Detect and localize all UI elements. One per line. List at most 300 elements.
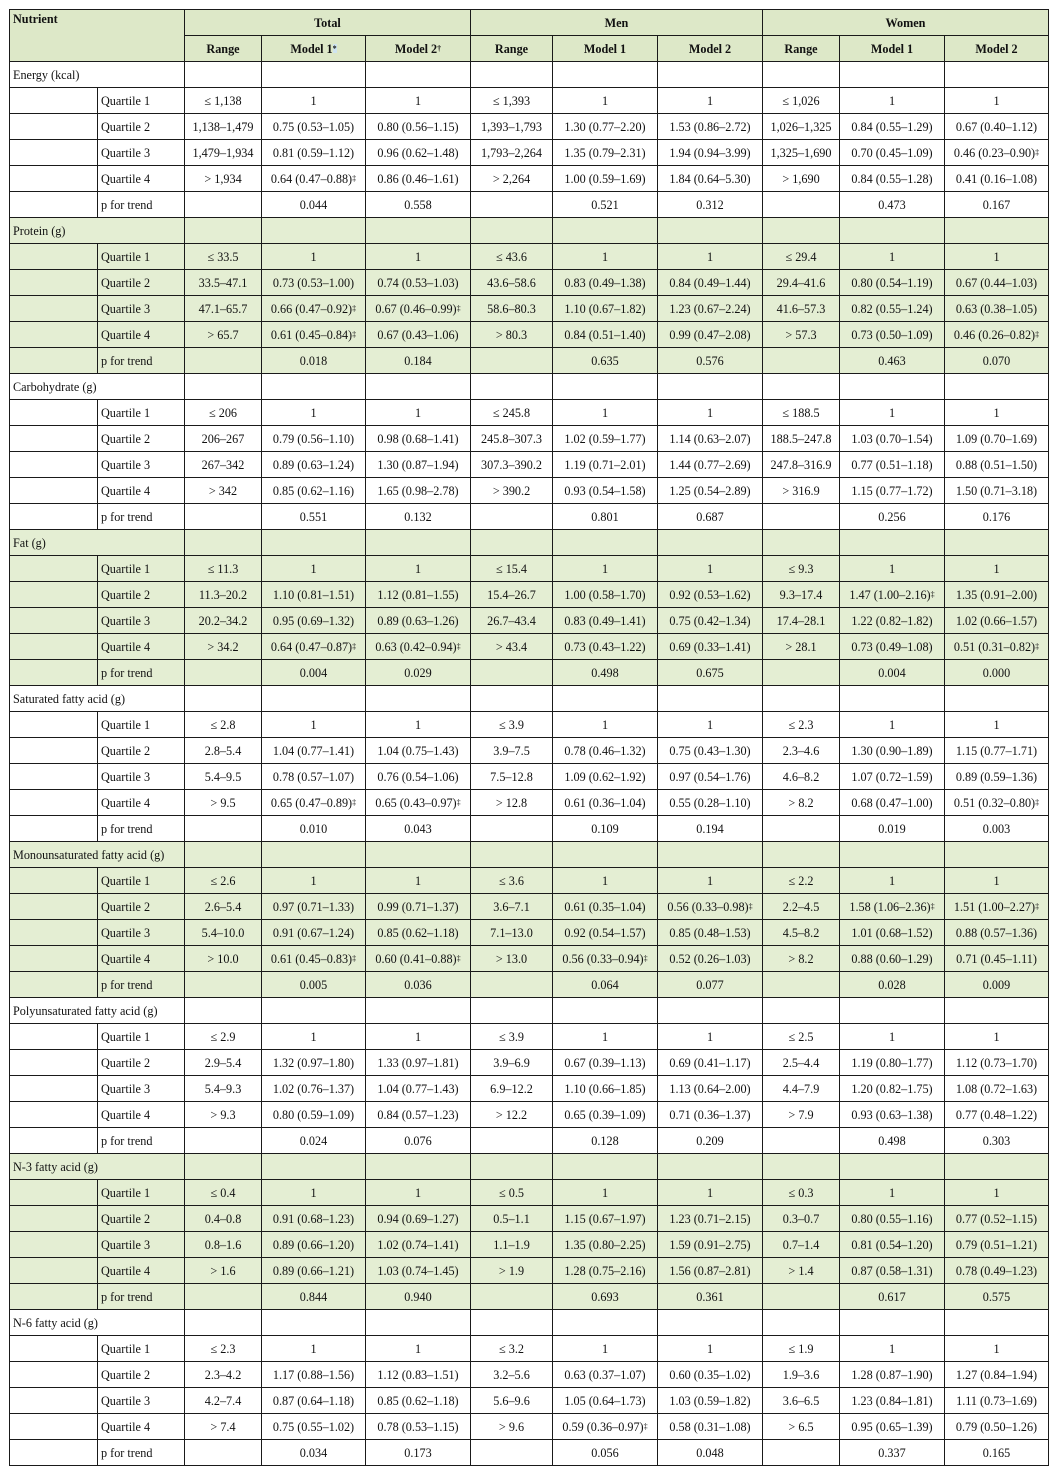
indent-cell — [10, 790, 98, 816]
data-cell: 1 — [553, 1180, 658, 1206]
data-cell: 1.25 (0.54–2.89) — [658, 478, 763, 504]
table-row — [10, 296, 1049, 322]
table-row — [10, 946, 1049, 972]
empty-cell — [945, 842, 1049, 868]
data-cell: 1.15 (0.77–1.71) — [945, 738, 1049, 764]
indent-cell — [10, 244, 98, 270]
data-cell: 1 — [840, 556, 945, 582]
data-cell: 0.95 (0.69–1.32) — [262, 608, 366, 634]
data-cell: 1 — [553, 1336, 658, 1362]
indent-cell — [10, 452, 98, 478]
data-cell: 0.41 (0.16–1.08) — [945, 166, 1049, 192]
significance-mark: ‡ — [456, 797, 461, 807]
data-cell: 1.1–1.9 — [471, 1232, 553, 1258]
data-cell: 1 — [553, 1024, 658, 1050]
data-cell: 6.9–12.2 — [471, 1076, 553, 1102]
row-label: Quartile 1 — [98, 1024, 185, 1050]
empty-cell — [366, 530, 471, 556]
empty-cell — [553, 530, 658, 556]
data-cell: 0.51 (0.31–0.82)‡ — [945, 634, 1049, 660]
data-cell: 0.004 — [840, 660, 945, 686]
section-name: Energy (kcal) — [10, 62, 185, 88]
data-cell: > 8.2 — [763, 790, 840, 816]
nutrient-table-container — [9, 9, 1049, 1466]
data-cell: 0.80 (0.55–1.16) — [840, 1206, 945, 1232]
data-cell: 1.11 (0.73–1.69) — [945, 1388, 1049, 1414]
section-header-row — [10, 530, 1049, 556]
data-cell: 1 — [366, 244, 471, 270]
data-cell: 0.67 (0.39–1.13) — [553, 1050, 658, 1076]
indent-cell — [10, 1206, 98, 1232]
section-name: N-6 fatty acid (g) — [10, 1310, 185, 1336]
data-cell: 0.7–1.4 — [763, 1232, 840, 1258]
table-row — [10, 270, 1049, 296]
data-cell: 1.65 (0.98–2.78) — [366, 478, 471, 504]
significance-mark: ‡ — [643, 1421, 648, 1431]
data-cell — [471, 816, 553, 842]
table-row — [10, 712, 1049, 738]
data-cell — [471, 1284, 553, 1310]
table-row — [10, 88, 1049, 114]
data-cell: 0.675 — [658, 660, 763, 686]
empty-cell — [262, 1310, 366, 1336]
empty-cell — [553, 686, 658, 712]
table-row — [10, 1050, 1049, 1076]
empty-cell — [366, 62, 471, 88]
table-row — [10, 1232, 1049, 1258]
table-row — [10, 244, 1049, 270]
data-cell: 1.10 (0.81–1.51) — [262, 582, 366, 608]
indent-cell — [10, 1180, 98, 1206]
data-cell: 0.74 (0.53–1.03) — [366, 270, 471, 296]
data-cell: 0.498 — [553, 660, 658, 686]
empty-cell — [763, 530, 840, 556]
data-cell: 0.73 (0.43–1.22) — [553, 634, 658, 660]
empty-cell — [471, 1154, 553, 1180]
data-cell — [185, 660, 262, 686]
data-cell: 1.22 (0.82–1.82) — [840, 608, 945, 634]
data-cell: 0.004 — [262, 660, 366, 686]
data-cell — [185, 348, 262, 374]
data-cell: 0.184 — [366, 348, 471, 374]
empty-cell — [185, 998, 262, 1024]
empty-cell — [262, 62, 366, 88]
data-cell: 0.67 (0.43–1.06) — [366, 322, 471, 348]
data-cell: ≤ 245.8 — [471, 400, 553, 426]
data-cell — [185, 1128, 262, 1154]
data-cell: 4.2–7.4 — [185, 1388, 262, 1414]
data-cell — [185, 1440, 262, 1466]
data-cell: 1.00 (0.59–1.69) — [553, 166, 658, 192]
row-label: Quartile 1 — [98, 556, 185, 582]
data-cell: 1 — [262, 556, 366, 582]
data-cell: 2.8–5.4 — [185, 738, 262, 764]
significance-mark: ‡ — [1035, 329, 1040, 339]
data-cell: 1 — [262, 868, 366, 894]
data-cell: 0.52 (0.26–1.03) — [658, 946, 763, 972]
table-row — [10, 1076, 1049, 1102]
data-cell: 1.09 (0.70–1.69) — [945, 426, 1049, 452]
indent-cell — [10, 894, 98, 920]
empty-cell — [366, 218, 471, 244]
table-row — [10, 114, 1049, 140]
data-cell: 1.28 (0.87–1.90) — [840, 1362, 945, 1388]
data-cell: 0.005 — [262, 972, 366, 998]
indent-cell — [10, 738, 98, 764]
row-label: p for trend — [98, 1440, 185, 1466]
data-cell: 1.19 (0.71–2.01) — [553, 452, 658, 478]
data-cell: 1.02 (0.76–1.37) — [262, 1076, 366, 1102]
indent-cell — [10, 348, 98, 374]
data-cell: 1 — [262, 1024, 366, 1050]
data-cell: 0.056 — [553, 1440, 658, 1466]
data-cell: 0.75 (0.42–1.34) — [658, 608, 763, 634]
data-cell: 0.521 — [553, 192, 658, 218]
section-header-row — [10, 686, 1049, 712]
table-row — [10, 1024, 1049, 1050]
empty-cell — [471, 218, 553, 244]
section-header-row — [10, 998, 1049, 1024]
data-cell: 1.02 (0.74–1.41) — [366, 1232, 471, 1258]
data-cell: > 2,264 — [471, 166, 553, 192]
data-cell: > 43.4 — [471, 634, 553, 660]
data-cell: > 57.3 — [763, 322, 840, 348]
data-cell: 2.9–5.4 — [185, 1050, 262, 1076]
empty-cell — [945, 998, 1049, 1024]
empty-cell — [840, 218, 945, 244]
data-cell: 0.558 — [366, 192, 471, 218]
data-cell: 0.60 (0.41–0.88)‡ — [366, 946, 471, 972]
data-cell: 0.337 — [840, 1440, 945, 1466]
row-label: Quartile 2 — [98, 1206, 185, 1232]
data-cell — [763, 192, 840, 218]
significance-mark: ‡ — [1035, 901, 1040, 911]
data-cell: 0.77 (0.52–1.15) — [945, 1206, 1049, 1232]
row-label: Quartile 1 — [98, 88, 185, 114]
significance-mark: ‡ — [352, 303, 357, 313]
row-label: Quartile 2 — [98, 582, 185, 608]
data-cell: 1 — [840, 400, 945, 426]
indent-cell — [10, 192, 98, 218]
empty-cell — [840, 1154, 945, 1180]
empty-cell — [185, 1310, 262, 1336]
significance-mark: ‡ — [1035, 797, 1040, 807]
empty-cell — [185, 686, 262, 712]
indent-cell — [10, 1232, 98, 1258]
data-cell: 0.59 (0.36–0.97)‡ — [553, 1414, 658, 1440]
total-group-header: Total — [185, 10, 471, 36]
data-cell: 1 — [262, 244, 366, 270]
data-cell: 0.78 (0.53–1.15) — [366, 1414, 471, 1440]
data-cell: 1 — [553, 712, 658, 738]
data-cell: 0.070 — [945, 348, 1049, 374]
data-cell: 26.7–43.4 — [471, 608, 553, 634]
empty-cell — [763, 1310, 840, 1336]
significance-mark: ‡ — [930, 901, 935, 911]
table-row — [10, 1414, 1049, 1440]
data-cell: 0.109 — [553, 816, 658, 842]
empty-cell — [471, 374, 553, 400]
data-cell: > 9.3 — [185, 1102, 262, 1128]
data-cell: 0.64 (0.47–0.88)‡ — [262, 166, 366, 192]
data-cell: 0.693 — [553, 1284, 658, 1310]
indent-cell — [10, 1284, 98, 1310]
empty-cell — [262, 218, 366, 244]
row-label: Quartile 2 — [98, 114, 185, 140]
data-cell — [185, 972, 262, 998]
data-cell — [471, 348, 553, 374]
empty-cell — [945, 530, 1049, 556]
data-cell: 1 — [945, 556, 1049, 582]
table-row — [10, 634, 1049, 660]
data-cell: 0.5–1.1 — [471, 1206, 553, 1232]
data-cell: 0.89 (0.63–1.26) — [366, 608, 471, 634]
data-cell: 15.4–26.7 — [471, 582, 553, 608]
data-cell: 1,793–2,264 — [471, 140, 553, 166]
data-cell: 1 — [553, 244, 658, 270]
empty-cell — [763, 998, 840, 1024]
data-cell: 0.80 (0.56–1.15) — [366, 114, 471, 140]
row-label: Quartile 3 — [98, 1388, 185, 1414]
section-name: N-3 fatty acid (g) — [10, 1154, 185, 1180]
table-row — [10, 1440, 1049, 1466]
empty-cell — [553, 998, 658, 1024]
indent-cell — [10, 1050, 98, 1076]
data-cell: 0.61 (0.45–0.84)‡ — [262, 322, 366, 348]
row-label: p for trend — [98, 660, 185, 686]
row-label: Quartile 3 — [98, 1232, 185, 1258]
data-cell: > 34.2 — [185, 634, 262, 660]
table-row — [10, 504, 1049, 530]
row-label: Quartile 4 — [98, 478, 185, 504]
data-cell: 1 — [262, 88, 366, 114]
data-cell: ≤ 3.2 — [471, 1336, 553, 1362]
data-cell — [185, 816, 262, 842]
table-row — [10, 192, 1049, 218]
data-cell: 33.5–47.1 — [185, 270, 262, 296]
total-range-header: Range — [185, 36, 262, 62]
data-cell: 1,393–1,793 — [471, 114, 553, 140]
men-model2-header: Model 2 — [658, 36, 763, 62]
data-cell: 1 — [658, 244, 763, 270]
data-cell: 0.71 (0.36–1.37) — [658, 1102, 763, 1128]
indent-cell — [10, 1128, 98, 1154]
table-row — [10, 1284, 1049, 1310]
data-cell: 0.89 (0.63–1.24) — [262, 452, 366, 478]
data-cell: 0.000 — [945, 660, 1049, 686]
indent-cell — [10, 140, 98, 166]
empty-cell — [840, 374, 945, 400]
data-cell: 0.473 — [840, 192, 945, 218]
table-row — [10, 348, 1049, 374]
nutrient-odds-ratio-table — [9, 9, 1049, 1466]
data-cell: 0.99 (0.47–2.08) — [658, 322, 763, 348]
women-model1-header: Model 1 — [840, 36, 945, 62]
data-cell: 0.81 (0.59–1.12) — [262, 140, 366, 166]
data-cell: 1 — [945, 712, 1049, 738]
data-cell: 0.83 (0.49–1.41) — [553, 608, 658, 634]
total-model1-header: Model 1* — [262, 36, 366, 62]
row-label: Quartile 1 — [98, 868, 185, 894]
indent-cell — [10, 1414, 98, 1440]
data-cell: 0.65 (0.47–0.89)‡ — [262, 790, 366, 816]
data-cell: ≤ 43.6 — [471, 244, 553, 270]
data-cell: 1.35 (0.91–2.00) — [945, 582, 1049, 608]
data-cell: 247.8–316.9 — [763, 452, 840, 478]
indent-cell — [10, 1258, 98, 1284]
row-label: Quartile 4 — [98, 790, 185, 816]
empty-cell — [553, 62, 658, 88]
data-cell: 0.009 — [945, 972, 1049, 998]
data-cell: 0.79 (0.51–1.21) — [945, 1232, 1049, 1258]
data-cell: 0.303 — [945, 1128, 1049, 1154]
data-cell: 1.9–3.6 — [763, 1362, 840, 1388]
empty-cell — [945, 686, 1049, 712]
data-cell — [763, 972, 840, 998]
indent-cell — [10, 1362, 98, 1388]
data-cell: 0.87 (0.64–1.18) — [262, 1388, 366, 1414]
data-cell — [763, 660, 840, 686]
empty-cell — [840, 62, 945, 88]
empty-cell — [658, 374, 763, 400]
data-cell: 1,138–1,479 — [185, 114, 262, 140]
data-cell: 1 — [658, 712, 763, 738]
data-cell: ≤ 3.6 — [471, 868, 553, 894]
data-cell: 0.77 (0.51–1.18) — [840, 452, 945, 478]
data-cell: 1.08 (0.72–1.63) — [945, 1076, 1049, 1102]
table-row — [10, 608, 1049, 634]
data-cell: ≤ 2.6 — [185, 868, 262, 894]
data-cell: 2.6–5.4 — [185, 894, 262, 920]
data-cell: 0.635 — [553, 348, 658, 374]
row-label: p for trend — [98, 1284, 185, 1310]
data-cell: ≤ 0.3 — [763, 1180, 840, 1206]
data-cell: 0.56 (0.33–0.94)‡ — [553, 946, 658, 972]
data-cell: > 390.2 — [471, 478, 553, 504]
data-cell: 2.3–4.6 — [763, 738, 840, 764]
empty-cell — [840, 530, 945, 556]
section-header-row — [10, 1310, 1049, 1336]
table-row — [10, 452, 1049, 478]
model2-footnote-mark: † — [437, 43, 442, 53]
table-row — [10, 920, 1049, 946]
empty-cell — [658, 62, 763, 88]
empty-cell — [185, 374, 262, 400]
data-cell: 0.67 (0.40–1.12) — [945, 114, 1049, 140]
data-cell: 5.4–9.3 — [185, 1076, 262, 1102]
women-model2-header: Model 2 — [945, 36, 1049, 62]
data-cell: 4.5–8.2 — [763, 920, 840, 946]
data-cell: 1 — [840, 1180, 945, 1206]
data-cell: 1 — [658, 400, 763, 426]
section-name: Monounsaturated fatty acid (g) — [10, 842, 185, 868]
table-row — [10, 764, 1049, 790]
data-cell: 0.687 — [658, 504, 763, 530]
data-cell: ≤ 0.5 — [471, 1180, 553, 1206]
data-cell: ≤ 2.3 — [763, 712, 840, 738]
row-label: Quartile 1 — [98, 1336, 185, 1362]
data-cell: 0.82 (0.55–1.24) — [840, 296, 945, 322]
empty-cell — [262, 374, 366, 400]
data-cell: 1 — [366, 1336, 471, 1362]
data-cell: 1 — [945, 1024, 1049, 1050]
data-cell: 43.6–58.6 — [471, 270, 553, 296]
data-cell: ≤ 188.5 — [763, 400, 840, 426]
row-label: p for trend — [98, 348, 185, 374]
data-cell: 1.02 (0.66–1.57) — [945, 608, 1049, 634]
empty-cell — [185, 842, 262, 868]
empty-cell — [658, 1154, 763, 1180]
data-cell: 1.03 (0.59–1.82) — [658, 1388, 763, 1414]
data-cell: 0.209 — [658, 1128, 763, 1154]
table-row — [10, 816, 1049, 842]
empty-cell — [945, 62, 1049, 88]
data-cell: 1,325–1,690 — [763, 140, 840, 166]
data-cell: 0.61 (0.36–1.04) — [553, 790, 658, 816]
model1-footnote-mark: * — [332, 43, 337, 53]
data-cell: 0.78 (0.46–1.32) — [553, 738, 658, 764]
row-label: p for trend — [98, 972, 185, 998]
data-cell: 0.63 (0.42–0.94)‡ — [366, 634, 471, 660]
data-cell: 1.30 (0.90–1.89) — [840, 738, 945, 764]
data-cell: 0.024 — [262, 1128, 366, 1154]
row-label: Quartile 4 — [98, 1102, 185, 1128]
data-cell: 0.56 (0.33–0.98)‡ — [658, 894, 763, 920]
data-cell: > 8.2 — [763, 946, 840, 972]
section-name: Fat (g) — [10, 530, 185, 556]
indent-cell — [10, 1388, 98, 1414]
data-cell: 4.4–7.9 — [763, 1076, 840, 1102]
data-cell: 1.35 (0.79–2.31) — [553, 140, 658, 166]
empty-cell — [840, 1310, 945, 1336]
data-cell: 1 — [658, 1336, 763, 1362]
row-label: Quartile 3 — [98, 764, 185, 790]
table-row — [10, 894, 1049, 920]
data-cell: 0.69 (0.41–1.17) — [658, 1050, 763, 1076]
data-cell: 0.55 (0.28–1.10) — [658, 790, 763, 816]
table-row — [10, 140, 1049, 166]
data-cell: 0.85 (0.48–1.53) — [658, 920, 763, 946]
empty-cell — [185, 1154, 262, 1180]
data-cell: 0.67 (0.44–1.03) — [945, 270, 1049, 296]
row-label: Quartile 1 — [98, 400, 185, 426]
data-cell — [185, 1284, 262, 1310]
table-row — [10, 400, 1049, 426]
significance-mark: ‡ — [1035, 641, 1040, 651]
data-cell: 1 — [658, 868, 763, 894]
data-cell: 0.044 — [262, 192, 366, 218]
data-cell: ≤ 1.9 — [763, 1336, 840, 1362]
data-cell: 1.32 (0.97–1.80) — [262, 1050, 366, 1076]
data-cell — [471, 972, 553, 998]
indent-cell — [10, 1076, 98, 1102]
data-cell: 1.59 (0.91–2.75) — [658, 1232, 763, 1258]
data-cell: ≤ 3.9 — [471, 712, 553, 738]
data-cell: 0.576 — [658, 348, 763, 374]
data-cell: 1 — [366, 400, 471, 426]
data-cell: 0.51 (0.32–0.80)‡ — [945, 790, 1049, 816]
data-cell: 20.2–34.2 — [185, 608, 262, 634]
data-cell: 0.75 (0.43–1.30) — [658, 738, 763, 764]
data-cell: 0.173 — [366, 1440, 471, 1466]
row-label: Quartile 4 — [98, 322, 185, 348]
data-cell: 1.84 (0.64–5.30) — [658, 166, 763, 192]
data-cell — [471, 192, 553, 218]
data-cell: 0.71 (0.45–1.11) — [945, 946, 1049, 972]
data-cell: > 10.0 — [185, 946, 262, 972]
data-cell: 1.23 (0.67–2.24) — [658, 296, 763, 322]
data-cell — [763, 1440, 840, 1466]
